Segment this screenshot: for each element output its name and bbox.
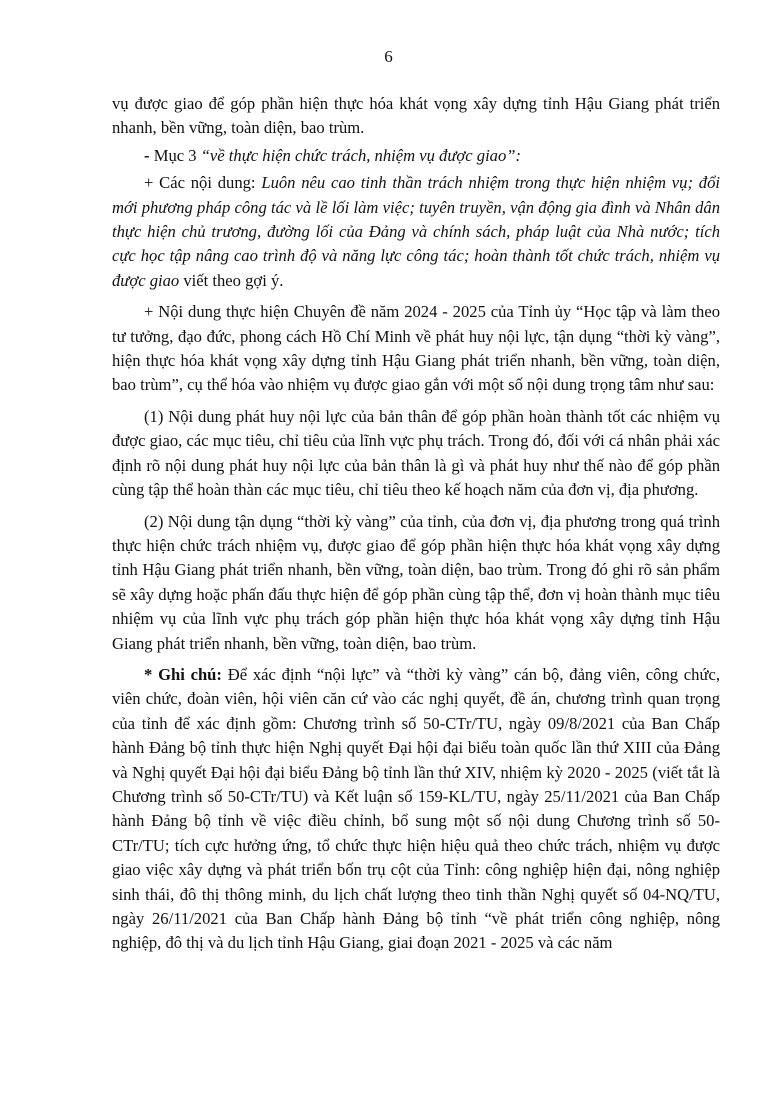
paragraph-topic-2024-2025: + Nội dung thực hiện Chuyên đề năm 2024 - 2025 của Tỉnh ủy “Học tập và làm theo tư tưởng, đạo đức, phong cách Hồ Chí Minh về phát huy nội lực, tận dụng “thời kỳ vàng”, hiện thực hóa khát vọng xây dựng tỉnh Hậu Giang phát triển nhanh, bền vững, toàn diện, bao trùm”, cụ thể hóa vào nhiệm vụ được giao gắn với một số nội dung trọng tâm như sau: bbox=[112, 302, 720, 395]
section-dash: - bbox=[144, 145, 154, 165]
contents-prefix: + Các nội dung: bbox=[144, 173, 262, 193]
document-body bbox=[112, 92, 720, 963]
paragraph-contents bbox=[112, 171, 720, 293]
contents-italic: Luôn nêu cao tinh thần trách nhiệm trong thực hiện nhiệm vụ; đổi mới phương pháp công tác và lề lối làm việc; tuyên truyền, vận động gia đình và Nhân dân thực hiện chủ trương, đường lối của Đảng và chính sách, pháp luật của Nhà nước; tích cực học tập nâng cao trình độ và năng lực công tác; hoàn thành tốt chức trách, nhiệm vụ được giao bbox=[112, 173, 720, 290]
paragraph-section-3-heading bbox=[112, 144, 720, 168]
section-title: “về thực hiện chức trách, nhiệm vụ được giao”: bbox=[200, 145, 522, 165]
paragraph-item-2: (2) Nội dung tận dụng “thời kỳ vàng” của tỉnh, của đơn vị, địa phương trong quá trình thực hiện chức trách nhiệm vụ, được giao để góp phần hiện thực hóa khát vọng xây dựng tỉnh Hậu Giang phát triển nhanh, bền vững, toàn diện, bao trùm. Trong đó ghi rõ sản phẩm sẽ xây dựng hoặc phấn đấu thực hiện để góp phần cùng tập thể, đơn vị hoàn thành mục tiêu nhiệm vụ của lĩnh vực phụ trách góp phần hiện thực hóa khát vọng xây dựng tỉnh Hậu Giang phát triển nhanh, bền vững, toàn diện, bao trùm. bbox=[112, 511, 720, 653]
page-number: 6 bbox=[384, 47, 393, 66]
contents-suffix: viết theo gợi ý. bbox=[179, 270, 284, 290]
section-label: Mục 3 bbox=[153, 145, 201, 165]
paragraph-continuation: vụ được giao để góp phần hiện thực hóa khát vọng xây dựng tỉnh Hậu Giang phát triển nhanh, bền vững, toàn diện, bao trùm. bbox=[112, 94, 720, 138]
paragraph-item-1: (1) Nội dung phát huy nội lực của bản thân để góp phần hoàn thành tốt các nhiệm vụ được giao, các mục tiêu, chỉ tiêu của lĩnh vực phụ trách. Trong đó, đối với cá nhân phải xác định rõ nội dung phát huy nội lực của bản thân là gì và phát huy như thế nào để góp phần cùng tập thể hoàn thàn các mục tiêu, chỉ tiêu theo kế hoạch năm của đơn vị, địa phương. bbox=[112, 406, 720, 500]
note-text: Để xác định “nội lực” và “thời kỳ vàng” cán bộ, đảng viên, công chức, viên chức, đoàn viên, hội viên căn cứ vào các nghị quyết, đề án, chương trình quan trọng của tỉnh để xác định gồm: Chương trình số 50-CTr/TU, ngày 09/8/2021 của Ban Chấp hành Đảng bộ tỉnh thực hiện Nghị quyết Đại hội đại biểu toàn quốc lần thứ XIII của Đảng và Nghị quyết Đại hội đại biểu Đảng bộ tỉnh lần thứ XIV, nhiệm kỳ 2020 - 2025 (viết tắt là Chương trình số 50-CTr/TU) và Kết luận số 159-KL/TU, ngày 25/11/2021 của Ban Chấp hành Đảng bộ tỉnh về việc điều chỉnh, bổ sung một số nội dung Chương trình số 50-CTr/TU; tích cực hưởng ứng, tổ chức thực hiện hiệu quả theo chức trách, nhiệm vụ được giao việc xây dựng và phát triển bốn trụ cột của Tỉnh: công nghiệp hiện đại, nông nghiệp sinh thái, đô thị thông minh, du lịch chất lượng theo tinh thần Nghị quyết số 04-NQ/TU, ngày 26/11/2021 của Ban Chấp hành Đảng bộ tỉnh “về phát triển công nghiệp, nông nghiệp, đô thị và du lịch tỉnh Hậu Giang, giai đoạn 2021 - 2025 và các năm bbox=[112, 664, 720, 953]
paragraph-note bbox=[112, 663, 720, 956]
note-label: * Ghi chú: bbox=[144, 664, 222, 684]
